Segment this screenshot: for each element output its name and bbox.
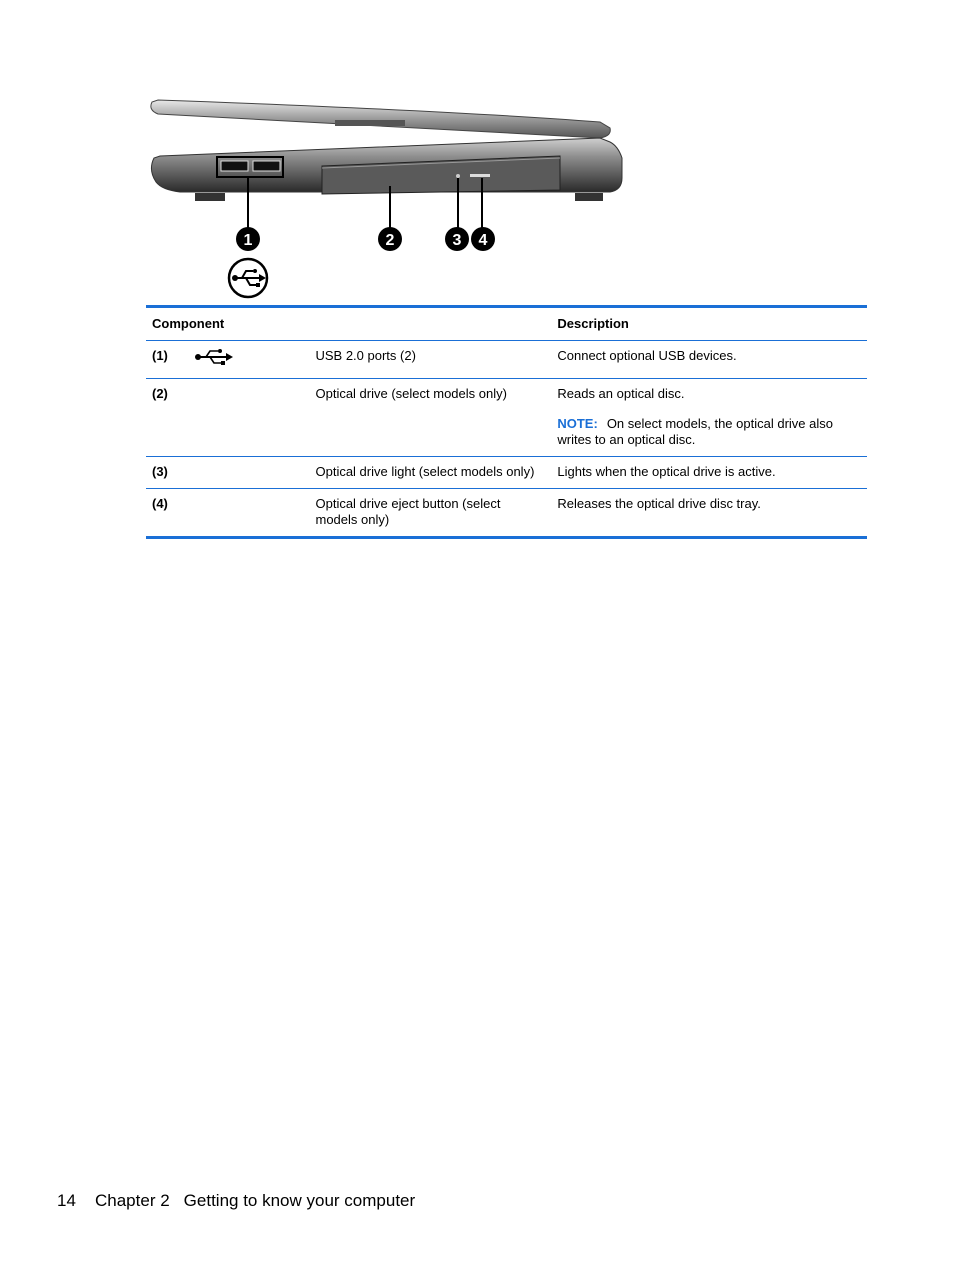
component-description: Lights when the optical drive is active. (557, 464, 776, 479)
row-number: (1) (152, 348, 168, 363)
component-description: Releases the optical drive disc tray. (557, 496, 761, 511)
component-name: Optical drive light (select models only) (315, 464, 535, 479)
table-row (146, 379, 867, 457)
note (557, 416, 861, 448)
table-row (146, 341, 867, 379)
component-name: Optical drive eject button (select models only) (315, 496, 501, 527)
usb-icon (194, 348, 234, 366)
callout-2-label: 2 (385, 232, 395, 249)
component-description: Connect optional USB devices. (557, 348, 737, 363)
table-row (146, 457, 867, 489)
note-label: NOTE: (557, 416, 598, 431)
page-number: 14 (57, 1191, 76, 1210)
callout-2 (378, 227, 402, 251)
callout-3-label: 3 (452, 232, 462, 249)
callout-3 (445, 227, 469, 251)
laptop-side-illustration (140, 90, 640, 305)
callout-4 (471, 227, 495, 251)
components-table (146, 305, 867, 539)
note-text: On select models, the optical drive also writes to an optical disc. (557, 416, 833, 447)
row-number: (2) (152, 386, 168, 401)
callout-1 (236, 227, 260, 251)
component-name: Optical drive (select models only) (315, 386, 507, 401)
callout-4-label: 4 (478, 232, 488, 249)
header-description: Description (557, 316, 629, 331)
header-component: Component (152, 316, 225, 331)
row-number: (3) (152, 464, 168, 479)
page-footer (57, 1191, 415, 1211)
usb-icon (229, 259, 267, 297)
chapter-title: Getting to know your computer (183, 1191, 416, 1210)
component-description: Reads an optical disc. (557, 386, 685, 401)
component-name: USB 2.0 ports (2) (315, 348, 416, 363)
table-header-row (146, 307, 867, 341)
laptop-lid (151, 100, 610, 138)
callout-1-label: 1 (243, 232, 253, 249)
row-number: (4) (152, 496, 168, 511)
chapter-label: Chapter 2 (95, 1191, 170, 1210)
table-row (146, 489, 867, 538)
